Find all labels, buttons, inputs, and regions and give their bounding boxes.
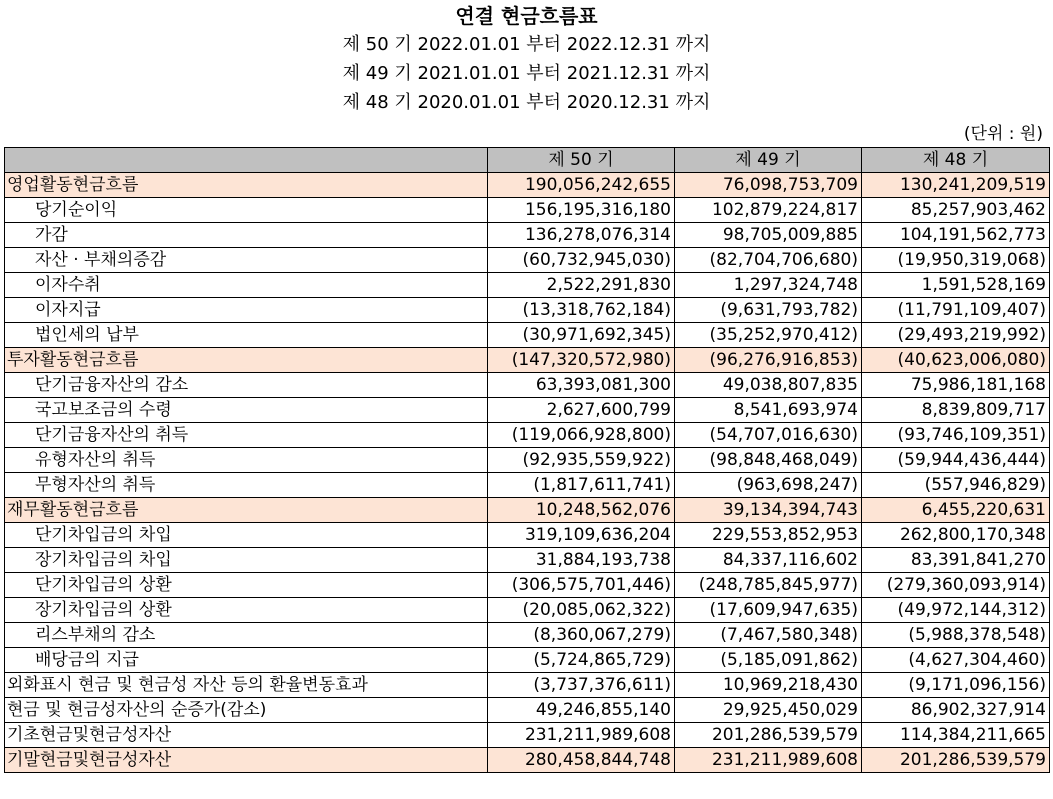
value-period-49: (7,467,580,348) xyxy=(675,623,862,648)
table-row xyxy=(5,548,1050,573)
row-label: 영업활동현금흐름 xyxy=(5,173,488,198)
table-row xyxy=(5,473,1050,498)
value-period-48: 6,455,220,631 xyxy=(862,498,1050,523)
value-period-48: 262,800,170,348 xyxy=(862,523,1050,548)
table-row xyxy=(5,398,1050,423)
row-label: 단기금융자산의 취득 xyxy=(5,423,488,448)
table-row xyxy=(5,423,1050,448)
row-label: 유형자산의 취득 xyxy=(5,448,488,473)
value-period-50: (92,935,559,922) xyxy=(488,448,675,473)
value-period-48: 201,286,539,579 xyxy=(862,748,1050,773)
value-period-48: (11,791,109,407) xyxy=(862,298,1050,323)
value-period-48: (49,972,144,312) xyxy=(862,598,1050,623)
value-period-49: 49,038,807,835 xyxy=(675,373,862,398)
row-label: 국고보조금의 수령 xyxy=(5,398,488,423)
row-label: 투자활동현금흐름 xyxy=(5,348,488,373)
value-period-49: 231,211,989,608 xyxy=(675,748,862,773)
document-title: 연결 현금흐름표 xyxy=(455,4,598,28)
value-period-48: (557,946,829) xyxy=(862,473,1050,498)
table-row xyxy=(5,623,1050,648)
row-label: 기초현금및현금성자산 xyxy=(5,723,488,748)
value-period-48: 104,191,562,773 xyxy=(862,223,1050,248)
value-period-50: 319,109,636,204 xyxy=(488,523,675,548)
period-line-49: 제 49 기 2021.01.01 부터 2021.12.31 까지 xyxy=(342,63,711,84)
table-body xyxy=(5,173,1050,773)
value-period-49: 229,553,852,953 xyxy=(675,523,862,548)
unit-label: (단위 : 원) xyxy=(963,124,1043,144)
value-period-49: (17,609,947,635) xyxy=(675,598,862,623)
cash-flow-table xyxy=(4,147,1050,773)
value-period-50: (30,971,692,345) xyxy=(488,323,675,348)
value-period-49: 102,879,224,817 xyxy=(675,198,862,223)
value-period-48: (40,623,006,080) xyxy=(862,348,1050,373)
value-period-49: (9,631,793,782) xyxy=(675,298,862,323)
value-period-50: (20,085,062,322) xyxy=(488,598,675,623)
value-period-50: 2,627,600,799 xyxy=(488,398,675,423)
value-period-50: (306,575,701,446) xyxy=(488,573,675,598)
value-period-50: 10,248,562,076 xyxy=(488,498,675,523)
row-label: 단기금융자산의 감소 xyxy=(5,373,488,398)
row-label: 가감 xyxy=(5,223,488,248)
value-period-49: 10,969,218,430 xyxy=(675,673,862,698)
value-period-48: 75,986,181,168 xyxy=(862,373,1050,398)
value-period-49: 98,705,009,885 xyxy=(675,223,862,248)
value-period-49: (35,252,970,412) xyxy=(675,323,862,348)
table-row xyxy=(5,573,1050,598)
table-row xyxy=(5,498,1050,523)
row-label: 재무활동현금흐름 xyxy=(5,498,488,523)
table-row xyxy=(5,348,1050,373)
value-period-48: 114,384,211,665 xyxy=(862,723,1050,748)
value-period-50: (13,318,762,184) xyxy=(488,298,675,323)
row-label: 이자수취 xyxy=(5,273,488,298)
value-period-50: 63,393,081,300 xyxy=(488,373,675,398)
value-period-49: 39,134,394,743 xyxy=(675,498,862,523)
row-label: 무형자산의 취득 xyxy=(5,473,488,498)
row-label: 기말현금및현금성자산 xyxy=(5,748,488,773)
value-period-50: 231,211,989,608 xyxy=(488,723,675,748)
table-row xyxy=(5,323,1050,348)
table-header-row xyxy=(5,148,1050,173)
column-header-label xyxy=(5,148,488,173)
table-row xyxy=(5,723,1050,748)
value-period-50: (60,732,945,030) xyxy=(488,248,675,273)
column-header-49: 제 49 기 xyxy=(675,148,862,173)
table-row xyxy=(5,673,1050,698)
table-row xyxy=(5,448,1050,473)
value-period-48: 83,391,841,270 xyxy=(862,548,1050,573)
row-label: 단기차입금의 차입 xyxy=(5,523,488,548)
table-row xyxy=(5,248,1050,273)
value-period-48: 1,591,528,169 xyxy=(862,273,1050,298)
column-header-50: 제 50 기 xyxy=(488,148,675,173)
table-row xyxy=(5,198,1050,223)
value-period-50: 190,056,242,655 xyxy=(488,173,675,198)
value-period-50: (3,737,376,611) xyxy=(488,673,675,698)
value-period-50: 31,884,193,738 xyxy=(488,548,675,573)
value-period-48: (93,746,109,351) xyxy=(862,423,1050,448)
value-period-48: (4,627,304,460) xyxy=(862,648,1050,673)
table-row xyxy=(5,273,1050,298)
value-period-50: 136,278,076,314 xyxy=(488,223,675,248)
value-period-49: (963,698,247) xyxy=(675,473,862,498)
table-row xyxy=(5,698,1050,723)
table-row xyxy=(5,523,1050,548)
value-period-49: (54,707,016,630) xyxy=(675,423,862,448)
value-period-49: (96,276,916,853) xyxy=(675,348,862,373)
row-label: 단기차입금의 상환 xyxy=(5,573,488,598)
value-period-50: 49,246,855,140 xyxy=(488,698,675,723)
row-label: 외화표시 현금 및 현금성 자산 등의 환율변동효과 xyxy=(5,673,488,698)
column-header-48: 제 48 기 xyxy=(862,148,1050,173)
table-row xyxy=(5,373,1050,398)
value-period-50: 2,522,291,830 xyxy=(488,273,675,298)
period-line-48: 제 48 기 2020.01.01 부터 2020.12.31 까지 xyxy=(342,92,711,113)
value-period-49: 29,925,450,029 xyxy=(675,698,862,723)
value-period-48: 130,241,209,519 xyxy=(862,173,1050,198)
value-period-48: (9,171,096,156) xyxy=(862,673,1050,698)
table-row xyxy=(5,648,1050,673)
value-period-49: 84,337,116,602 xyxy=(675,548,862,573)
value-period-48: (59,944,436,444) xyxy=(862,448,1050,473)
table-row xyxy=(5,298,1050,323)
value-period-50: (119,066,928,800) xyxy=(488,423,675,448)
value-period-48: 85,257,903,462 xyxy=(862,198,1050,223)
value-period-49: (248,785,845,977) xyxy=(675,573,862,598)
value-period-49: 76,098,753,709 xyxy=(675,173,862,198)
value-period-49: 1,297,324,748 xyxy=(675,273,862,298)
row-label: 장기차입금의 상환 xyxy=(5,598,488,623)
value-period-48: (29,493,219,992) xyxy=(862,323,1050,348)
table-row xyxy=(5,598,1050,623)
value-period-48: 8,839,809,717 xyxy=(862,398,1050,423)
value-period-48: (19,950,319,068) xyxy=(862,248,1050,273)
value-period-49: 201,286,539,579 xyxy=(675,723,862,748)
row-label: 이자지급 xyxy=(5,298,488,323)
table-row xyxy=(5,173,1050,198)
row-label: 배당금의 지급 xyxy=(5,648,488,673)
value-period-49: (5,185,091,862) xyxy=(675,648,862,673)
row-label: 당기순이익 xyxy=(5,198,488,223)
period-line-50: 제 50 기 2022.01.01 부터 2022.12.31 까지 xyxy=(342,34,711,55)
value-period-50: 280,458,844,748 xyxy=(488,748,675,773)
value-period-50: (147,320,572,980) xyxy=(488,348,675,373)
document-header xyxy=(0,2,1053,117)
value-period-50: (1,817,611,741) xyxy=(488,473,675,498)
value-period-48: 86,902,327,914 xyxy=(862,698,1050,723)
row-label: 장기차입금의 차입 xyxy=(5,548,488,573)
value-period-49: 8,541,693,974 xyxy=(675,398,862,423)
row-label: 리스부채의 감소 xyxy=(5,623,488,648)
value-period-50: 156,195,316,180 xyxy=(488,198,675,223)
row-label: 자산 · 부채의증감 xyxy=(5,248,488,273)
row-label: 법인세의 납부 xyxy=(5,323,488,348)
value-period-49: (98,848,468,049) xyxy=(675,448,862,473)
value-period-48: (279,360,093,914) xyxy=(862,573,1050,598)
value-period-50: (5,724,865,729) xyxy=(488,648,675,673)
row-label: 현금 및 현금성자산의 순증가(감소) xyxy=(5,698,488,723)
table-row xyxy=(5,748,1050,773)
value-period-48: (5,988,378,548) xyxy=(862,623,1050,648)
value-period-50: (8,360,067,279) xyxy=(488,623,675,648)
table-row xyxy=(5,223,1050,248)
value-period-49: (82,704,706,680) xyxy=(675,248,862,273)
